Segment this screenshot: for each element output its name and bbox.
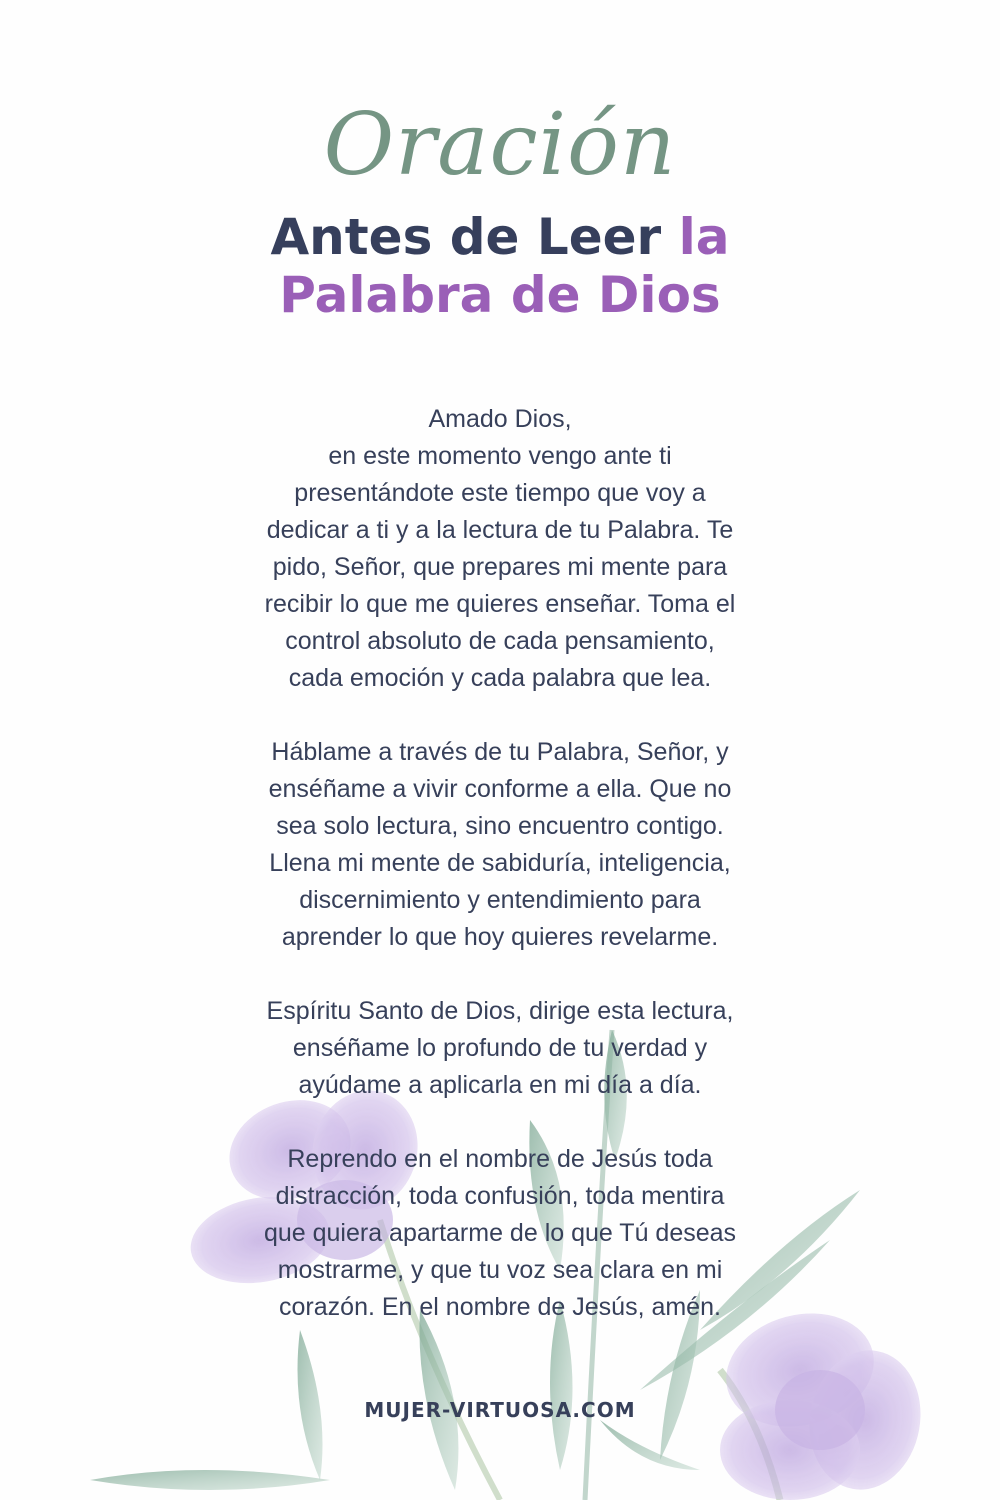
prayer-line: ayúdame a aplicarla en mi día a día. — [298, 1071, 702, 1099]
prayer-line: Llena mi mente de sabiduría, inteligencia, — [269, 849, 731, 877]
prayer-line: cada emoción y cada palabra que lea. — [288, 664, 712, 692]
prayer-line: enséñame a vivir conforme a ella. Que no — [268, 775, 732, 803]
stanza-spacer — [200, 1104, 800, 1141]
prayer-line: que quiera apartarme de lo que Tú deseas — [263, 1219, 737, 1247]
subtitle-part-1: Antes de Leer — [270, 208, 662, 266]
prayer-line: en este momento vengo ante ti — [328, 442, 672, 470]
title-script: Oración — [323, 95, 677, 195]
prayer-stanza-2 — [200, 734, 800, 956]
prayer-line: aprender lo que hoy quieres revelarme. — [281, 923, 719, 951]
stanza-spacer — [200, 956, 800, 993]
prayer-line: recibir lo que me quieres enseñar. Toma el — [264, 590, 736, 618]
website-link[interactable]: MUJER-VIRTUOSA.COM — [364, 1398, 636, 1422]
prayer-line: discernimiento y entendimiento para — [299, 886, 701, 914]
prayer-line: presentándote este tiempo que voy a — [294, 479, 706, 507]
stanza-spacer — [200, 697, 800, 734]
prayer-line: control absoluto de cada pensamiento, — [285, 627, 715, 655]
prayer-stanza-4 — [200, 1141, 800, 1326]
prayer-line: sea solo lectura, sino encuentro contigo. — [276, 812, 724, 840]
prayer-stanza-3 — [200, 993, 800, 1104]
leaf-shape — [90, 1470, 330, 1490]
prayer-line: Reprendo en el nombre de Jesús toda — [287, 1145, 713, 1173]
prayer-stanza-1 — [200, 401, 800, 697]
prayer-text — [200, 401, 800, 1326]
prayer-line: Háblame a través de tu Palabra, Señor, y — [271, 738, 729, 766]
subtitle — [0, 208, 1000, 324]
prayer-line: enséñame lo profundo de tu verdad y — [292, 1034, 708, 1062]
prayer-line: Amado Dios, — [428, 405, 572, 433]
prayer-line: distracción, toda confusión, toda mentira — [275, 1182, 725, 1210]
subtitle-part-2: la — [678, 208, 730, 266]
leaf-shape — [600, 1420, 700, 1470]
subtitle-line-1 — [0, 208, 1000, 266]
prayer-line: mostrarme, y que tu voz sea clara en mi — [277, 1256, 723, 1284]
prayer-line: corazón. En el nombre de Jesús, amén. — [279, 1293, 721, 1321]
subtitle-line-2: Palabra de Dios — [279, 266, 721, 324]
prayer-line: Espíritu Santo de Dios, dirige esta lectura, — [266, 997, 734, 1025]
prayer-line: dedicar a ti y a la lectura de tu Palabra. Te — [266, 516, 734, 544]
prayer-line: pido, Señor, que prepares mi mente para — [272, 553, 728, 581]
